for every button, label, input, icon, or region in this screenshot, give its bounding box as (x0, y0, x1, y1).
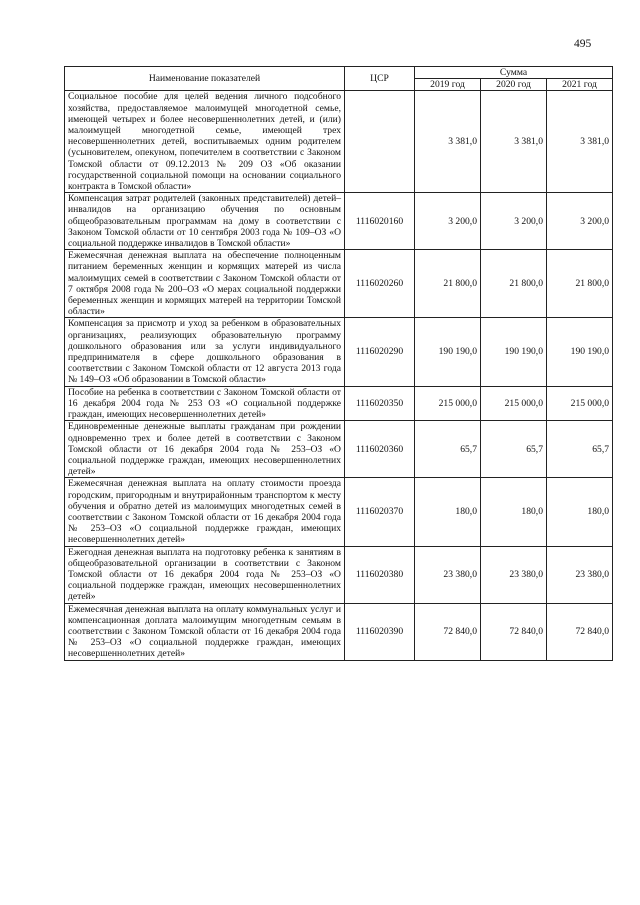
row-value-2019: 3 381,0 (415, 91, 481, 193)
header-year-2020: 2020 год (481, 79, 547, 91)
row-code: 1116020160 (345, 193, 415, 250)
row-value-2019: 215 000,0 (415, 386, 481, 421)
row-value-2021: 3 200,0 (547, 193, 613, 250)
row-code: 1116020350 (345, 386, 415, 421)
row-value-2020: 3 381,0 (481, 91, 547, 193)
table-row (65, 478, 613, 546)
row-value-2020: 23 380,0 (481, 546, 547, 603)
table-row (65, 546, 613, 603)
row-name: Ежемесячная денежная выплата на оплату коммунальных услуг и компенсационная доплата малоимущим многодетным семьям в соответствии с Законом Томской области от 16 декабря 2004 года № 253–ОЗ «О социальной поддержке граждан, имеющих несовершеннолетних детей» (65, 603, 345, 660)
row-value-2020: 180,0 (481, 478, 547, 546)
row-name: Ежегодная денежная выплата на подготовку ребенка к занятиям в общеобразовательной организации в соответствии с Законом Томской области от 16 декабря 2004 года № 253–ОЗ «О социальной поддержке граждан, имеющих несовершеннолетних детей» (65, 546, 345, 603)
row-value-2020: 21 800,0 (481, 250, 547, 318)
row-value-2019: 65,7 (415, 421, 481, 478)
table-row (65, 421, 613, 478)
table-row (65, 603, 613, 660)
row-value-2019: 72 840,0 (415, 603, 481, 660)
row-name: Социальное пособие для целей ведения личного подсобного хозяйства, предоставляемое малоимущей многодетной семье, имеющей четырех и более несовершеннолетних детей, и (или) малоимущей многодетной семье, имеющей трех несовершеннолетних детей, воспитываемых одним родителем (усыновителем, опекуном, попечителем в соответствии с Законом Томской области от 09.12.2013 № 209 ОЗ «Об оказании государственной социальной помощи на основании социального контракта в Томской области» (65, 91, 345, 193)
table-row (65, 318, 613, 386)
row-value-2020: 72 840,0 (481, 603, 547, 660)
row-code: 1116020370 (345, 478, 415, 546)
row-value-2021: 3 381,0 (547, 91, 613, 193)
table-row (65, 193, 613, 250)
row-code: 1116020260 (345, 250, 415, 318)
row-value-2021: 65,7 (547, 421, 613, 478)
row-value-2021: 21 800,0 (547, 250, 613, 318)
row-name: Компенсация за присмотр и уход за ребенком в образовательных организациях, реализующих образовательную программу дошкольного образования или за услуги индивидуального предпринимателя в сфере дошкольного образования в соответствии с Законом Томской области от 12 августа 2013 года № 149–ОЗ «Об образовании в Томской области» (65, 318, 345, 386)
row-value-2019: 21 800,0 (415, 250, 481, 318)
header-name: Наименование показателей (65, 67, 345, 91)
table-row (65, 250, 613, 318)
header-year-2019: 2019 год (415, 79, 481, 91)
row-value-2021: 215 000,0 (547, 386, 613, 421)
row-value-2021: 190 190,0 (547, 318, 613, 386)
table-row (65, 91, 613, 193)
row-value-2020: 65,7 (481, 421, 547, 478)
row-name: Компенсация затрат родителей (законных представителей) детей–инвалидов на организацию обучения по основным общеобразовательным программам на дому в соответствии с Законом Томской области от 10 сентября 2003 года № 109–ОЗ «О социальной поддержке инвалидов в Томской области» (65, 193, 345, 250)
row-value-2021: 180,0 (547, 478, 613, 546)
row-value-2019: 180,0 (415, 478, 481, 546)
header-year-2021: 2021 год (547, 79, 613, 91)
row-code: 1116020380 (345, 546, 415, 603)
row-code (345, 91, 415, 193)
row-value-2019: 3 200,0 (415, 193, 481, 250)
row-code: 1116020360 (345, 421, 415, 478)
row-value-2020: 3 200,0 (481, 193, 547, 250)
row-value-2021: 23 380,0 (547, 546, 613, 603)
row-value-2021: 72 840,0 (547, 603, 613, 660)
table-row (65, 386, 613, 421)
row-value-2019: 190 190,0 (415, 318, 481, 386)
row-code: 1116020390 (345, 603, 415, 660)
row-name: Ежемесячная денежная выплата на обеспечение полноценным питанием беременных женщин и кормящих матерей из числа малоимущих семей в соответствии с Законом Томской области от 7 октября 2008 года № 200–ОЗ «О мерах социальной поддержки беременных женщин и кормящих матерей на территории Томской области» (65, 250, 345, 318)
row-code: 1116020290 (345, 318, 415, 386)
page-number: 495 (574, 38, 592, 50)
row-name: Пособие на ребенка в соответствии с Законом Томской области от 16 декабря 2004 года № 253 ОЗ «О социальной поддержке граждан, имеющих несовершеннолетних детей» (65, 386, 345, 421)
budget-table (64, 66, 613, 661)
header-sum: Сумма (415, 67, 613, 79)
row-name: Ежемесячная денежная выплата на оплату стоимости проезда городским, пригородным и внутрирайонным транспортом к месту обучения и обратно детей из малоимущих многодетных семей в соответствии с Законом Томской области от 16 декабря 2004 года № 253–ОЗ «О социальной поддержке граждан, имеющих несовершеннолетних детей» (65, 478, 345, 546)
row-name: Единовременные денежные выплаты гражданам при рождении одновременно трех и более детей в соответствии с Законом Томской области от 16 декабря 2004 года № 253–ОЗ «О социальной поддержке граждан, имеющих несовершеннолетних детей» (65, 421, 345, 478)
row-value-2020: 215 000,0 (481, 386, 547, 421)
row-value-2020: 190 190,0 (481, 318, 547, 386)
row-value-2019: 23 380,0 (415, 546, 481, 603)
header-code: ЦСР (345, 67, 415, 91)
